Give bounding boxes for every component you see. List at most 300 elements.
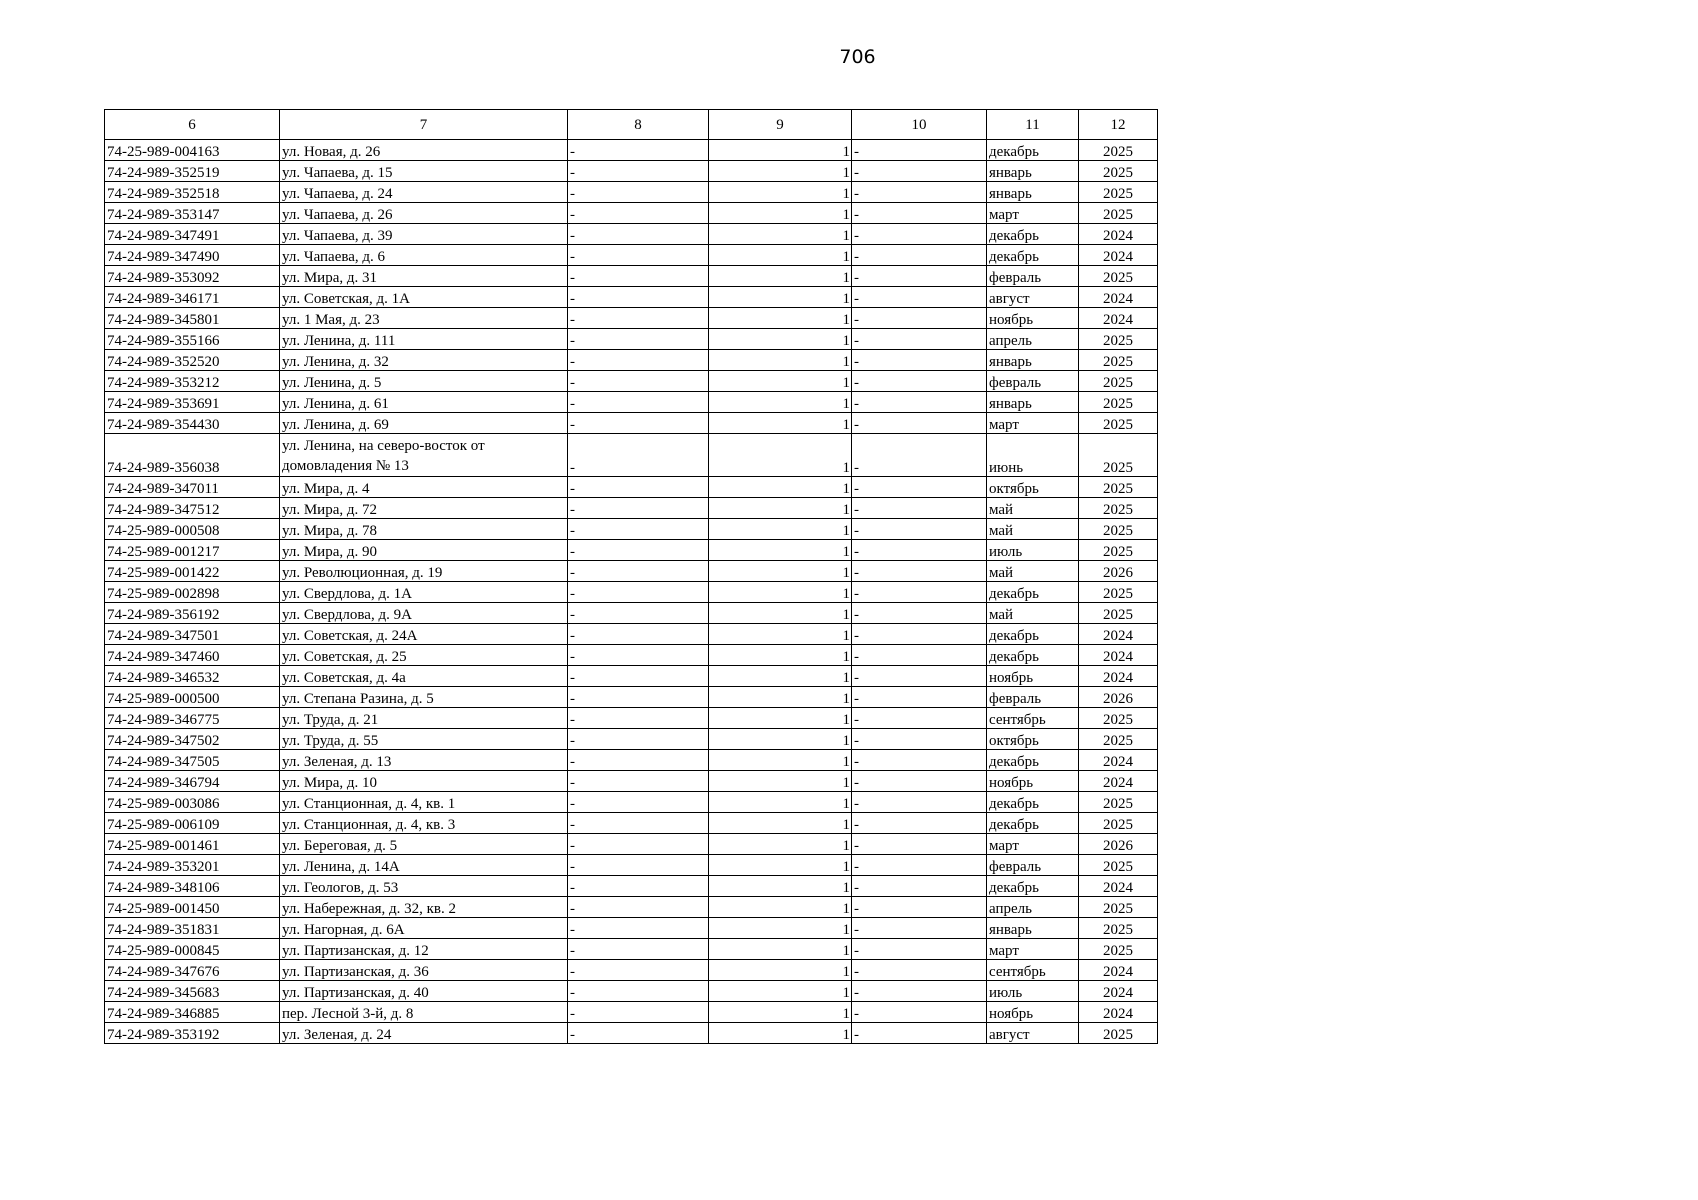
column-10-cell: - — [852, 771, 987, 792]
cadastral-number-cell: 74-25-989-001422 — [105, 561, 280, 582]
table-row — [105, 245, 1158, 266]
column-8-cell: - — [568, 771, 709, 792]
column-10-cell: - — [852, 182, 987, 203]
year-cell: 2024 — [1079, 645, 1158, 666]
column-8-cell: - — [568, 287, 709, 308]
table-row — [105, 161, 1158, 182]
quantity-cell: 1 — [709, 981, 852, 1002]
column-10-cell: - — [852, 413, 987, 434]
cadastral-number-cell: 74-25-989-000845 — [105, 939, 280, 960]
column-10-cell: - — [852, 708, 987, 729]
table-row — [105, 224, 1158, 245]
month-cell: июль — [987, 540, 1079, 561]
year-cell: 2024 — [1079, 981, 1158, 1002]
cadastral-number-cell: 74-25-989-003086 — [105, 792, 280, 813]
year-cell: 2026 — [1079, 687, 1158, 708]
month-cell: май — [987, 561, 1079, 582]
year-cell: 2025 — [1079, 582, 1158, 603]
column-8-cell: - — [568, 1023, 709, 1044]
table-row — [105, 855, 1158, 876]
month-cell: январь — [987, 182, 1079, 203]
month-cell: февраль — [987, 266, 1079, 287]
column-10-cell: - — [852, 792, 987, 813]
year-cell: 2025 — [1079, 329, 1158, 350]
table-row — [105, 1023, 1158, 1044]
year-cell: 2025 — [1079, 813, 1158, 834]
quantity-cell: 1 — [709, 645, 852, 666]
address-cell: ул. Мира, д. 4 — [280, 477, 568, 498]
cadastral-number-cell: 74-24-989-352519 — [105, 161, 280, 182]
column-10-cell: - — [852, 519, 987, 540]
table-row — [105, 561, 1158, 582]
address-cell: пер. Лесной 3-й, д. 8 — [280, 1002, 568, 1023]
table-row — [105, 813, 1158, 834]
column-10-cell: - — [852, 434, 987, 477]
month-cell: январь — [987, 392, 1079, 413]
quantity-cell: 1 — [709, 855, 852, 876]
column-10-cell: - — [852, 203, 987, 224]
quantity-cell: 1 — [709, 161, 852, 182]
year-cell: 2025 — [1079, 266, 1158, 287]
cadastral-number-cell: 74-24-989-347505 — [105, 750, 280, 771]
column-8-cell: - — [568, 666, 709, 687]
table-body — [105, 140, 1158, 1044]
quantity-cell: 1 — [709, 687, 852, 708]
year-cell: 2025 — [1079, 918, 1158, 939]
column-10-cell: - — [852, 392, 987, 413]
column-10-cell: - — [852, 561, 987, 582]
cadastral-number-cell: 74-24-989-346885 — [105, 1002, 280, 1023]
cadastral-number-cell: 74-24-989-347676 — [105, 960, 280, 981]
column-8-cell: - — [568, 960, 709, 981]
year-cell: 2024 — [1079, 224, 1158, 245]
month-cell: август — [987, 1023, 1079, 1044]
cadastral-number-cell: 74-24-989-354430 — [105, 413, 280, 434]
column-10-cell: - — [852, 477, 987, 498]
year-cell: 2025 — [1079, 855, 1158, 876]
month-cell: январь — [987, 918, 1079, 939]
quantity-cell: 1 — [709, 603, 852, 624]
column-8-cell: - — [568, 939, 709, 960]
table-row — [105, 371, 1158, 392]
quantity-cell: 1 — [709, 897, 852, 918]
quantity-cell: 1 — [709, 350, 852, 371]
month-cell: февраль — [987, 687, 1079, 708]
column-10-cell: - — [852, 876, 987, 897]
year-cell: 2025 — [1079, 140, 1158, 161]
month-cell: сентябрь — [987, 708, 1079, 729]
column-8-cell: - — [568, 413, 709, 434]
month-cell: декабрь — [987, 245, 1079, 266]
month-cell: декабрь — [987, 624, 1079, 645]
quantity-cell: 1 — [709, 224, 852, 245]
month-cell: декабрь — [987, 582, 1079, 603]
address-cell: ул. Ленина, д. 5 — [280, 371, 568, 392]
address-cell: ул. Степана Разина, д. 5 — [280, 687, 568, 708]
column-8-cell: - — [568, 792, 709, 813]
page-number: 706 — [839, 46, 876, 68]
cadastral-number-cell: 74-24-989-352518 — [105, 182, 280, 203]
column-8-cell: - — [568, 834, 709, 855]
quantity-cell: 1 — [709, 561, 852, 582]
month-cell: август — [987, 287, 1079, 308]
year-cell: 2024 — [1079, 876, 1158, 897]
quantity-cell: 1 — [709, 960, 852, 981]
month-cell: февраль — [987, 855, 1079, 876]
month-cell: октябрь — [987, 477, 1079, 498]
address-cell: ул. Зеленая, д. 13 — [280, 750, 568, 771]
table-row — [105, 876, 1158, 897]
address-cell: ул. Свердлова, д. 9А — [280, 603, 568, 624]
column-8-cell: - — [568, 624, 709, 645]
address-cell: ул. Ленина, д. 61 — [280, 392, 568, 413]
column-8-cell: - — [568, 813, 709, 834]
year-cell: 2025 — [1079, 182, 1158, 203]
address-cell: ул. Чапаева, д. 15 — [280, 161, 568, 182]
table-row — [105, 350, 1158, 371]
year-cell: 2024 — [1079, 750, 1158, 771]
quantity-cell: 1 — [709, 1023, 852, 1044]
column-10-cell: - — [852, 582, 987, 603]
column-8-cell: - — [568, 561, 709, 582]
table-row — [105, 834, 1158, 855]
month-cell: декабрь — [987, 645, 1079, 666]
table-row — [105, 897, 1158, 918]
month-cell: декабрь — [987, 876, 1079, 897]
column-8-cell: - — [568, 729, 709, 750]
address-cell: ул. 1 Мая, д. 23 — [280, 308, 568, 329]
year-cell: 2024 — [1079, 245, 1158, 266]
cadastral-number-cell: 74-24-989-347011 — [105, 477, 280, 498]
month-cell: ноябрь — [987, 771, 1079, 792]
column-8-cell: - — [568, 434, 709, 477]
column-10-cell: - — [852, 834, 987, 855]
year-cell: 2025 — [1079, 897, 1158, 918]
quantity-cell: 1 — [709, 939, 852, 960]
address-cell: ул. Труда, д. 21 — [280, 708, 568, 729]
year-cell: 2026 — [1079, 561, 1158, 582]
year-cell: 2025 — [1079, 792, 1158, 813]
address-cell: ул. Ленина, д. 14А — [280, 855, 568, 876]
year-cell: 2024 — [1079, 308, 1158, 329]
address-cell: ул. Революционная, д. 19 — [280, 561, 568, 582]
cadastral-number-cell: 74-24-989-355166 — [105, 329, 280, 350]
column-10-cell: - — [852, 287, 987, 308]
address-cell: ул. Партизанская, д. 36 — [280, 960, 568, 981]
month-cell: март — [987, 203, 1079, 224]
table-row — [105, 392, 1158, 413]
month-cell: декабрь — [987, 140, 1079, 161]
cadastral-number-cell: 74-25-989-001461 — [105, 834, 280, 855]
quantity-cell: 1 — [709, 266, 852, 287]
cadastral-number-cell: 74-24-989-351831 — [105, 918, 280, 939]
address-cell: ул. Мира, д. 10 — [280, 771, 568, 792]
column-10-cell: - — [852, 245, 987, 266]
column-10-cell: - — [852, 350, 987, 371]
column-8-cell: - — [568, 540, 709, 561]
data-table — [104, 109, 1158, 1044]
address-cell: ул. Геологов, д. 53 — [280, 876, 568, 897]
quantity-cell: 1 — [709, 203, 852, 224]
month-cell: январь — [987, 350, 1079, 371]
month-cell: январь — [987, 161, 1079, 182]
cadastral-number-cell: 74-25-989-000508 — [105, 519, 280, 540]
quantity-cell: 1 — [709, 708, 852, 729]
column-8-cell: - — [568, 876, 709, 897]
year-cell: 2025 — [1079, 392, 1158, 413]
table-row — [105, 519, 1158, 540]
month-cell: март — [987, 834, 1079, 855]
table-row — [105, 939, 1158, 960]
cadastral-number-cell: 74-24-989-346794 — [105, 771, 280, 792]
column-8-cell: - — [568, 750, 709, 771]
table-row — [105, 771, 1158, 792]
column-8-cell: - — [568, 519, 709, 540]
quantity-cell: 1 — [709, 245, 852, 266]
cadastral-number-cell: 74-25-989-000500 — [105, 687, 280, 708]
address-cell: ул. Береговая, д. 5 — [280, 834, 568, 855]
month-cell: сентябрь — [987, 960, 1079, 981]
column-10-cell: - — [852, 371, 987, 392]
address-cell: ул. Советская, д. 4а — [280, 666, 568, 687]
column-10-cell: - — [852, 897, 987, 918]
month-cell: март — [987, 413, 1079, 434]
address-cell: ул. Набережная, д. 32, кв. 2 — [280, 897, 568, 918]
column-10-cell: - — [852, 939, 987, 960]
cadastral-number-cell: 74-24-989-346775 — [105, 708, 280, 729]
quantity-cell: 1 — [709, 582, 852, 603]
quantity-cell: 1 — [709, 624, 852, 645]
year-cell: 2024 — [1079, 960, 1158, 981]
year-cell: 2026 — [1079, 834, 1158, 855]
column-8-cell: - — [568, 582, 709, 603]
address-cell: ул. Советская, д. 1А — [280, 287, 568, 308]
cadastral-number-cell: 74-25-989-002898 — [105, 582, 280, 603]
column-10-cell: - — [852, 624, 987, 645]
column-8-cell: - — [568, 182, 709, 203]
column-8-cell: - — [568, 203, 709, 224]
quantity-cell: 1 — [709, 876, 852, 897]
quantity-cell: 1 — [709, 729, 852, 750]
cadastral-number-cell: 74-24-989-347490 — [105, 245, 280, 266]
address-cell: ул. Советская, д. 25 — [280, 645, 568, 666]
column-8-cell: - — [568, 140, 709, 161]
address-cell: ул. Ленина, д. 32 — [280, 350, 568, 371]
year-cell: 2025 — [1079, 708, 1158, 729]
column-8-cell: - — [568, 371, 709, 392]
month-cell: июль — [987, 981, 1079, 1002]
cadastral-number-cell: 74-24-989-353092 — [105, 266, 280, 287]
cadastral-number-cell: 74-24-989-346171 — [105, 287, 280, 308]
cadastral-number-cell: 74-24-989-352520 — [105, 350, 280, 371]
column-header-6: 6 — [105, 110, 280, 140]
column-8-cell: - — [568, 245, 709, 266]
cadastral-number-cell: 74-24-989-353691 — [105, 392, 280, 413]
table-row — [105, 140, 1158, 161]
address-cell: ул. Мира, д. 72 — [280, 498, 568, 519]
column-10-cell: - — [852, 981, 987, 1002]
column-10-cell: - — [852, 645, 987, 666]
address-cell: ул. Мира, д. 31 — [280, 266, 568, 287]
year-cell: 2025 — [1079, 519, 1158, 540]
table-row — [105, 960, 1158, 981]
table-row — [105, 729, 1158, 750]
year-cell: 2025 — [1079, 939, 1158, 960]
year-cell: 2025 — [1079, 1023, 1158, 1044]
quantity-cell: 1 — [709, 666, 852, 687]
column-8-cell: - — [568, 266, 709, 287]
month-cell: ноябрь — [987, 666, 1079, 687]
address-cell: ул. Новая, д. 26 — [280, 140, 568, 161]
cadastral-number-cell: 74-24-989-356192 — [105, 603, 280, 624]
column-8-cell: - — [568, 161, 709, 182]
column-header-10: 10 — [852, 110, 987, 140]
column-10-cell: - — [852, 918, 987, 939]
column-8-cell: - — [568, 603, 709, 624]
cadastral-number-cell: 74-24-989-347491 — [105, 224, 280, 245]
table-row — [105, 182, 1158, 203]
quantity-cell: 1 — [709, 308, 852, 329]
quantity-cell: 1 — [709, 834, 852, 855]
column-8-cell: - — [568, 981, 709, 1002]
quantity-cell: 1 — [709, 498, 852, 519]
column-10-cell: - — [852, 1002, 987, 1023]
column-8-cell: - — [568, 897, 709, 918]
address-cell: ул. Ленина, д. 69 — [280, 413, 568, 434]
table-row — [105, 287, 1158, 308]
column-8-cell: - — [568, 498, 709, 519]
month-cell: декабрь — [987, 224, 1079, 245]
month-cell: декабрь — [987, 813, 1079, 834]
cadastral-number-cell: 74-24-989-347501 — [105, 624, 280, 645]
month-cell: май — [987, 498, 1079, 519]
cadastral-number-cell: 74-24-989-353201 — [105, 855, 280, 876]
year-cell: 2025 — [1079, 434, 1158, 477]
column-8-cell: - — [568, 708, 709, 729]
cadastral-number-cell: 74-24-989-347460 — [105, 645, 280, 666]
cadastral-number-cell: 74-24-989-353212 — [105, 371, 280, 392]
column-header-9: 9 — [709, 110, 852, 140]
quantity-cell: 1 — [709, 140, 852, 161]
month-cell: апрель — [987, 329, 1079, 350]
month-cell: апрель — [987, 897, 1079, 918]
address-cell: ул. Чапаева, д. 26 — [280, 203, 568, 224]
column-header-12: 12 — [1079, 110, 1158, 140]
cadastral-number-cell: 74-24-989-347502 — [105, 729, 280, 750]
address-cell: ул. Станционная, д. 4, кв. 3 — [280, 813, 568, 834]
month-cell: октябрь — [987, 729, 1079, 750]
quantity-cell: 1 — [709, 434, 852, 477]
table-row — [105, 582, 1158, 603]
table-row — [105, 981, 1158, 1002]
year-cell: 2024 — [1079, 1002, 1158, 1023]
address-cell: ул. Труда, д. 55 — [280, 729, 568, 750]
year-cell: 2024 — [1079, 666, 1158, 687]
header-row — [105, 110, 1158, 140]
month-cell: март — [987, 939, 1079, 960]
year-cell: 2024 — [1079, 287, 1158, 308]
quantity-cell: 1 — [709, 540, 852, 561]
cadastral-number-cell: 74-25-989-001450 — [105, 897, 280, 918]
quantity-cell: 1 — [709, 287, 852, 308]
quantity-cell: 1 — [709, 1002, 852, 1023]
table-row — [105, 477, 1158, 498]
column-8-cell: - — [568, 645, 709, 666]
address-cell: ул. Нагорная, д. 6А — [280, 918, 568, 939]
column-10-cell: - — [852, 813, 987, 834]
quantity-cell: 1 — [709, 392, 852, 413]
column-header-8: 8 — [568, 110, 709, 140]
quantity-cell: 1 — [709, 182, 852, 203]
column-8-cell: - — [568, 1002, 709, 1023]
cadastral-number-cell: 74-24-989-348106 — [105, 876, 280, 897]
column-8-cell: - — [568, 918, 709, 939]
column-8-cell: - — [568, 224, 709, 245]
year-cell: 2025 — [1079, 371, 1158, 392]
column-10-cell: - — [852, 329, 987, 350]
year-cell: 2025 — [1079, 477, 1158, 498]
month-cell: май — [987, 603, 1079, 624]
address-cell: ул. Чапаева, д. 6 — [280, 245, 568, 266]
year-cell: 2025 — [1079, 498, 1158, 519]
table-row — [105, 329, 1158, 350]
quantity-cell: 1 — [709, 371, 852, 392]
table-row — [105, 1002, 1158, 1023]
column-10-cell: - — [852, 308, 987, 329]
column-10-cell: - — [852, 687, 987, 708]
month-cell: декабрь — [987, 750, 1079, 771]
column-header-7: 7 — [280, 110, 568, 140]
address-cell: ул. Партизанская, д. 40 — [280, 981, 568, 1002]
address-cell: ул. Ленина, д. 111 — [280, 329, 568, 350]
year-cell: 2025 — [1079, 413, 1158, 434]
cadastral-number-cell: 74-25-989-006109 — [105, 813, 280, 834]
column-10-cell: - — [852, 603, 987, 624]
table-header — [105, 110, 1158, 140]
column-8-cell: - — [568, 687, 709, 708]
year-cell: 2025 — [1079, 203, 1158, 224]
table-row — [105, 687, 1158, 708]
cadastral-number-cell: 74-24-989-353147 — [105, 203, 280, 224]
table-row — [105, 434, 1158, 477]
table-row — [105, 750, 1158, 771]
month-cell: ноябрь — [987, 308, 1079, 329]
cadastral-number-cell: 74-24-989-345801 — [105, 308, 280, 329]
table-row — [105, 645, 1158, 666]
column-10-cell: - — [852, 855, 987, 876]
table-row — [105, 540, 1158, 561]
table-row — [105, 792, 1158, 813]
column-10-cell: - — [852, 750, 987, 771]
address-cell: ул. Станционная, д. 4, кв. 1 — [280, 792, 568, 813]
table-row — [105, 708, 1158, 729]
cadastral-number-cell: 74-24-989-345683 — [105, 981, 280, 1002]
address-cell: ул. Советская, д. 24А — [280, 624, 568, 645]
cadastral-number-cell: 74-25-989-001217 — [105, 540, 280, 561]
address-cell — [280, 434, 568, 477]
table-row — [105, 266, 1158, 287]
table-row — [105, 918, 1158, 939]
quantity-cell: 1 — [709, 519, 852, 540]
quantity-cell: 1 — [709, 918, 852, 939]
year-cell: 2025 — [1079, 540, 1158, 561]
year-cell: 2025 — [1079, 603, 1158, 624]
month-cell: декабрь — [987, 792, 1079, 813]
address-cell: ул. Мира, д. 90 — [280, 540, 568, 561]
cadastral-number-cell: 74-24-989-346532 — [105, 666, 280, 687]
column-10-cell: - — [852, 666, 987, 687]
quantity-cell: 1 — [709, 413, 852, 434]
